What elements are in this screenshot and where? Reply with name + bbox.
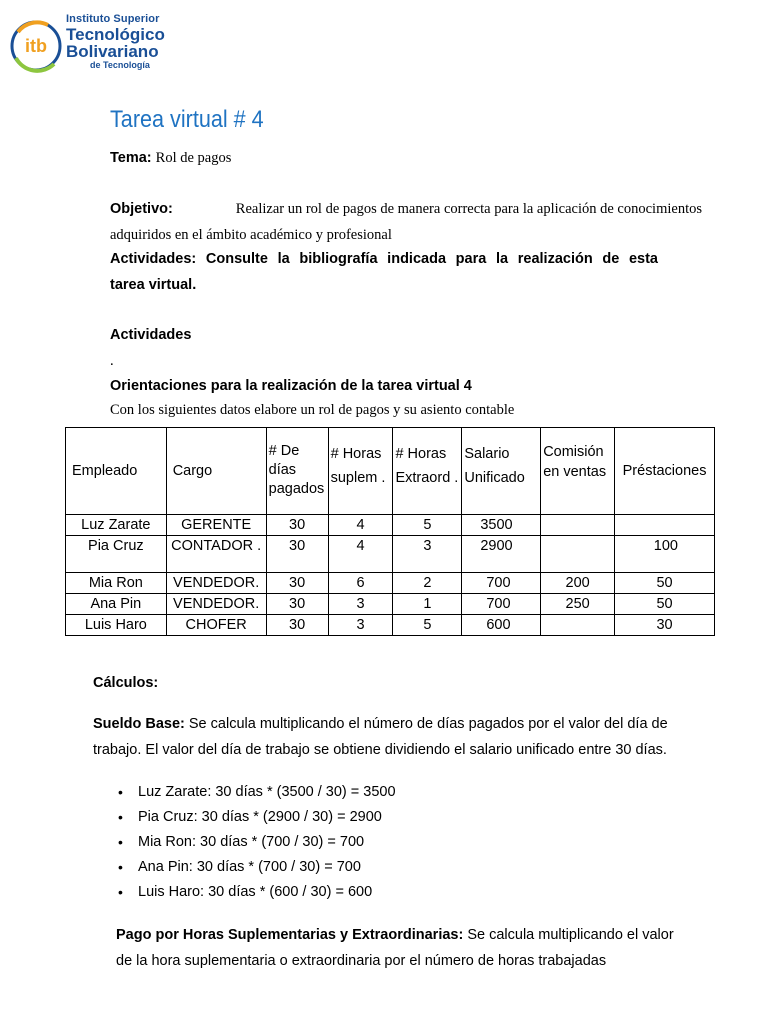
- table-row: [66, 515, 715, 536]
- cell-prestaciones: 50: [615, 594, 715, 615]
- cell-suplem: 3: [328, 615, 393, 636]
- cell-salario: 600: [462, 615, 541, 636]
- tema-value: Rol de pagos: [155, 150, 232, 166]
- table-row: [66, 594, 715, 615]
- cell-extraord: 2: [393, 573, 462, 594]
- cell-comision: 200: [541, 573, 615, 594]
- calc-list: [118, 780, 396, 905]
- institution-logo: [8, 12, 173, 80]
- cell-cargo: GERENTE: [166, 515, 266, 536]
- list-item: • Pia Cruz: 30 días * (2900 / 30) = 2900: [118, 805, 396, 830]
- cell-prestaciones: 50: [615, 573, 715, 594]
- header-empleado: Empleado: [66, 428, 167, 515]
- cell-dias: 30: [266, 573, 328, 594]
- actividades-line2: tarea virtual.: [110, 277, 197, 293]
- cell-suplem: 4: [328, 536, 393, 573]
- objetivo-block: [110, 196, 702, 248]
- sueldo-base-block: [93, 711, 715, 763]
- list-item: • Ana Pin: 30 días * (700 / 30) = 700: [118, 855, 396, 880]
- cell-suplem: 6: [328, 573, 393, 594]
- cell-salario: 700: [462, 594, 541, 615]
- logo-mark: itb: [25, 36, 47, 56]
- cell-prestaciones: [615, 515, 715, 536]
- cell-cargo: CHOFER: [166, 615, 266, 636]
- logo-line4: de Tecnología: [90, 60, 150, 70]
- cell-salario: 700: [462, 573, 541, 594]
- cell-comision: 250: [541, 594, 615, 615]
- list-item: • Luis Haro: 30 días * (600 / 30) = 600: [118, 880, 396, 905]
- dot-mark: .: [110, 353, 114, 369]
- table-header-row: [66, 428, 715, 515]
- cell-prestaciones: 30: [615, 615, 715, 636]
- logo-line3: Bolivariano: [66, 42, 159, 61]
- header-dias: # De días pagados: [266, 428, 328, 515]
- cell-cargo: VENDEDOR.: [166, 594, 266, 615]
- cell-empleado: Ana Pin: [66, 594, 167, 615]
- header-prestaciones: Préstaciones: [615, 428, 715, 515]
- cell-dias: 30: [266, 536, 328, 573]
- cell-cargo: VENDEDOR.: [166, 573, 266, 594]
- cell-empleado: Mia Ron: [66, 573, 167, 594]
- cell-suplem: 3: [328, 594, 393, 615]
- cell-prestaciones: 100: [615, 536, 715, 573]
- objetivo-label: Objetivo:: [110, 201, 173, 217]
- tema-label: Tema:: [110, 150, 152, 166]
- table-row: [66, 536, 715, 573]
- objetivo-line2: adquiridos en el ámbito académico y profesional: [110, 227, 392, 243]
- cell-dias: 30: [266, 515, 328, 536]
- cell-suplem: 4: [328, 515, 393, 536]
- horas-block: [116, 922, 716, 974]
- cell-extraord: 3: [393, 536, 462, 573]
- cell-empleado: Pia Cruz: [66, 536, 167, 573]
- cell-dias: 30: [266, 615, 328, 636]
- sueldo-base-line1: Se calcula multiplicando el número de días pagados por el valor del día de: [184, 716, 668, 732]
- actividades-line1: Actividades: Consulte la bibliografía indicada para la realización de esta: [110, 251, 658, 267]
- horas-label: Pago por Horas Suplementarias y Extraordinarias:: [116, 927, 464, 943]
- objetivo-line1: Realizar un rol de pagos de manera correcta para la aplicación de conocimientos: [235, 201, 702, 217]
- horas-line2: de la hora suplementaria o extraordinaria por el número de horas trabajadas: [116, 953, 607, 969]
- calculos-heading: Cálculos:: [93, 675, 159, 691]
- page-title: Tarea virtual # 4: [110, 106, 264, 133]
- cell-extraord: 5: [393, 615, 462, 636]
- cell-empleado: Luz Zarate: [66, 515, 167, 536]
- logo-line1: Instituto Superior: [66, 13, 160, 25]
- sueldo-base-label: Sueldo Base:: [93, 716, 185, 732]
- cell-extraord: 5: [393, 515, 462, 536]
- table-row: [66, 615, 715, 636]
- cell-comision: [541, 615, 615, 636]
- list-item: • Mia Ron: 30 días * (700 / 30) = 700: [118, 830, 396, 855]
- logo-emblem-icon: [8, 18, 64, 74]
- cell-cargo: [166, 536, 266, 573]
- header-salario: Salario Unificado: [462, 428, 541, 515]
- tema-line: [110, 145, 231, 171]
- cell-dias: 30: [266, 594, 328, 615]
- payroll-table: [65, 427, 715, 636]
- header-extraord: # Horas Extraord .: [393, 428, 462, 515]
- cell-salario: 2900: [462, 536, 541, 573]
- header-suplem: # Horas suplem .: [328, 428, 393, 515]
- actividades-heading: Actividades: [110, 327, 192, 343]
- horas-line1: Se calcula multiplicando el valor: [463, 927, 674, 943]
- sueldo-base-line2: trabajo. El valor del día de trabajo se obtiene dividiendo el salario unificado entre 30 días.: [93, 742, 667, 758]
- cell-comision: [541, 536, 615, 573]
- header-cargo: Cargo: [166, 428, 266, 515]
- table-row: [66, 573, 715, 594]
- cell-empleado: Luis Haro: [66, 615, 167, 636]
- logo-line2: Tecnológico: [66, 25, 165, 44]
- cargo-text: CONTADOR .: [171, 538, 262, 554]
- actividades-intro: [110, 246, 658, 298]
- header-comision: Comisión en ventas: [541, 428, 615, 515]
- instruccion-text: Con los siguientes datos elabore un rol de pagos y su asiento contable: [110, 402, 515, 418]
- cell-comision: [541, 515, 615, 536]
- list-item: • Luz Zarate: 30 días * (3500 / 30) = 3500: [118, 780, 396, 805]
- cell-extraord: 1: [393, 594, 462, 615]
- cell-salario: 3500: [462, 515, 541, 536]
- orientaciones-heading: Orientaciones para la realización de la tarea virtual 4: [110, 378, 472, 394]
